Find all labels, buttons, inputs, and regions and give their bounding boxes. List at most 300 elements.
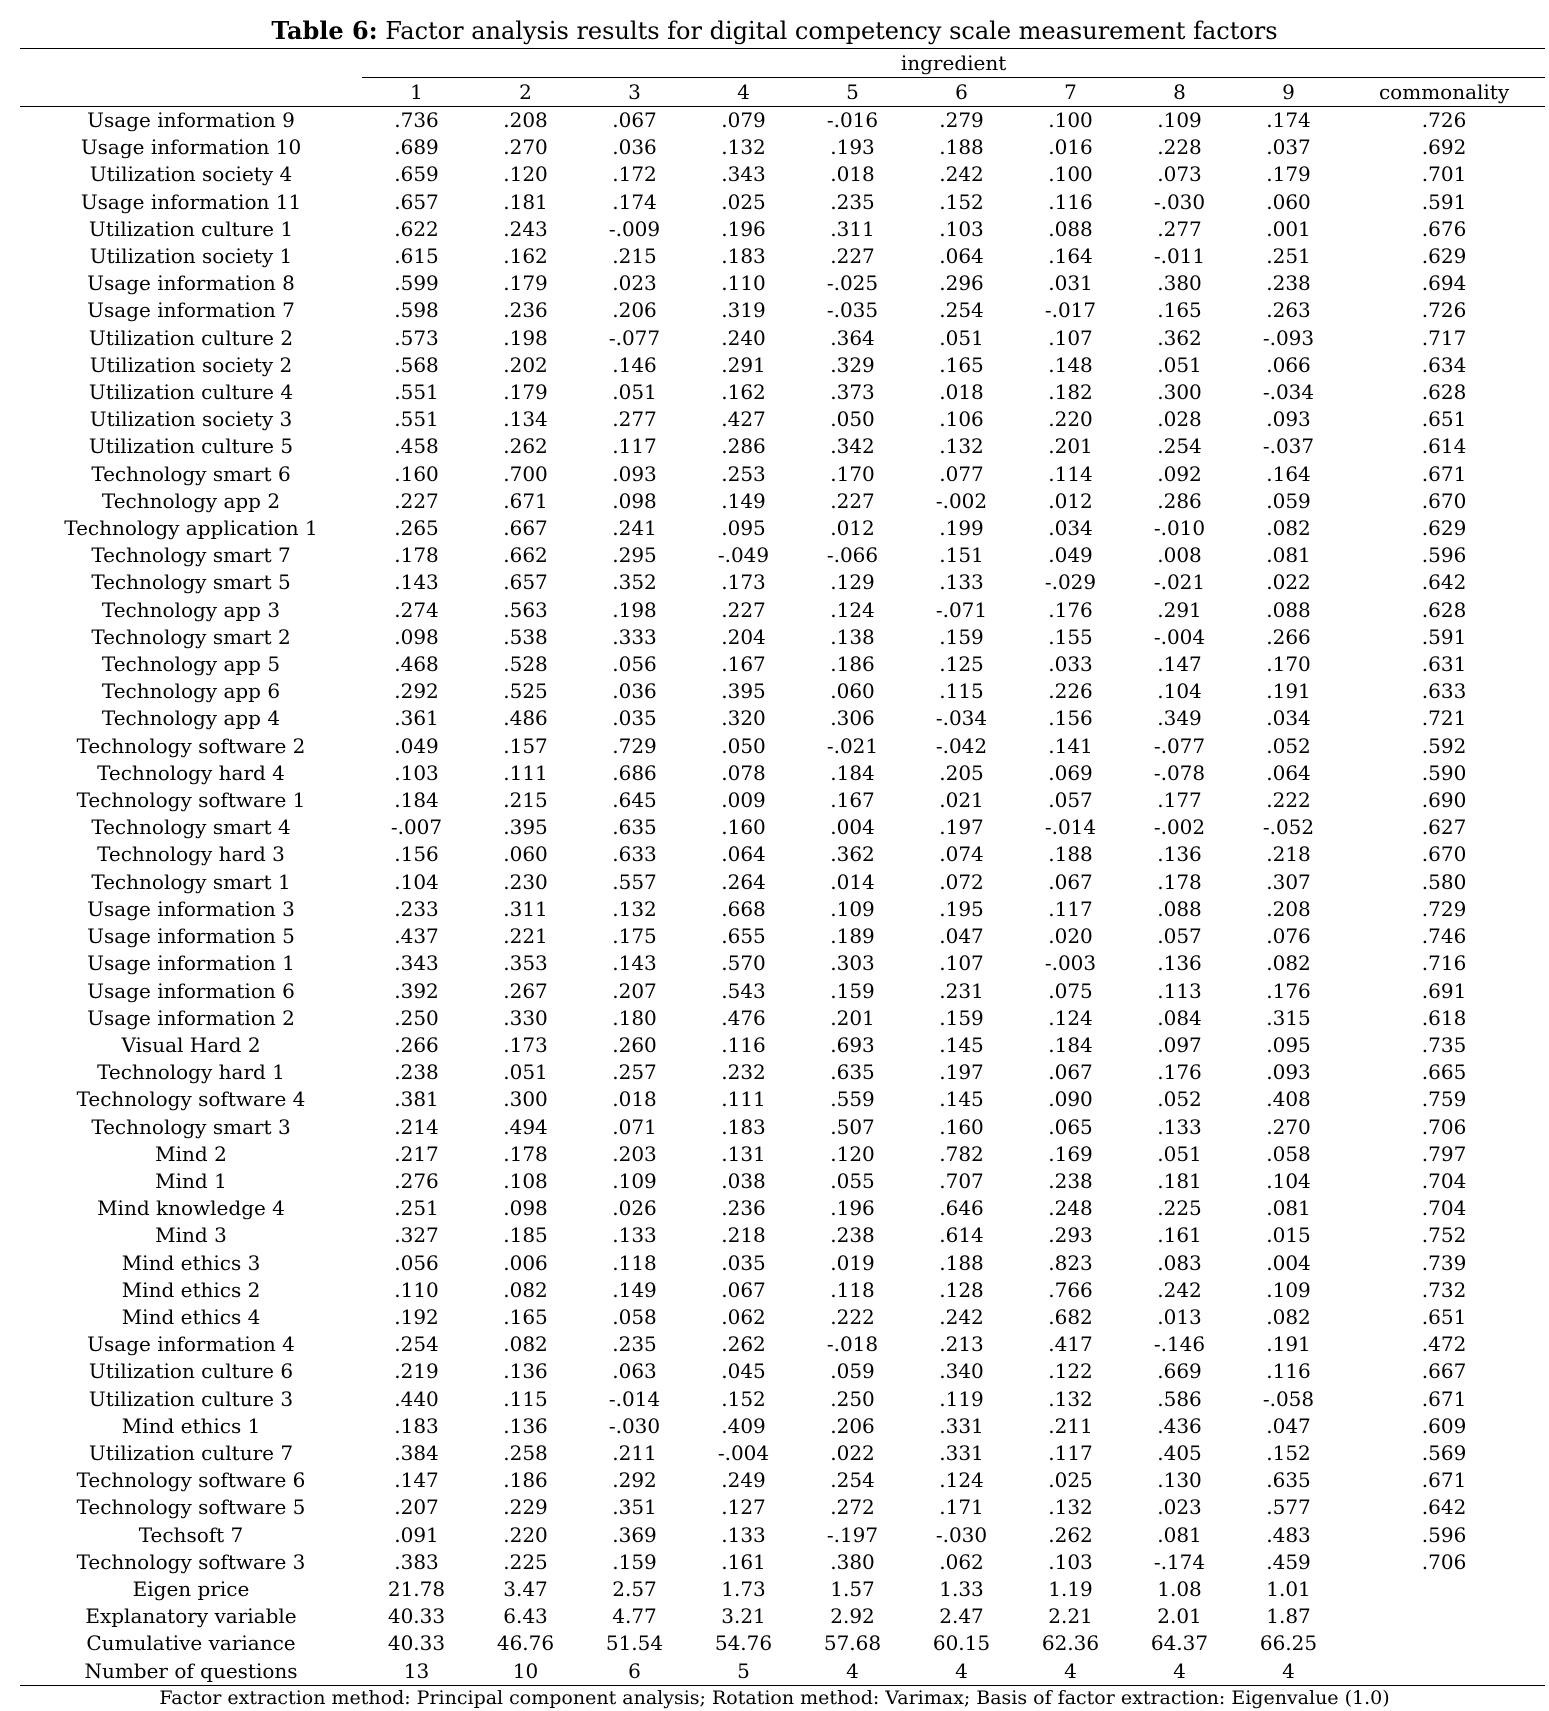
loading-cell: .045 [721, 1359, 766, 1384]
loading-cell: .129 [830, 570, 875, 595]
loading-cell: .235 [612, 1332, 657, 1357]
loading-cell: .525 [503, 679, 548, 704]
loading-cell: .013 [1157, 1304, 1202, 1329]
loading-cell: .136 [503, 1359, 548, 1384]
loading-cell: 4 [1064, 1658, 1077, 1683]
row-label: Mind knowledge 4 [97, 1196, 285, 1221]
row-label: Visual Hard 2 [121, 1032, 261, 1057]
row-label: Usage information 1 [87, 951, 295, 976]
loading-cell: .110 [721, 271, 766, 296]
loading-cell: -.030 [935, 1522, 988, 1547]
loading-cell: .133 [612, 1223, 657, 1248]
loading-cell: .127 [721, 1495, 766, 1520]
table-row [20, 869, 1545, 896]
loading-cell: .229 [503, 1495, 548, 1520]
loading-cell: .195 [939, 896, 984, 921]
loading-cell: .165 [1157, 298, 1202, 323]
loading-cell: .266 [1266, 624, 1311, 649]
loading-cell: .093 [1266, 1060, 1311, 1085]
loading-cell: .036 [612, 679, 657, 704]
loading-cell: .217 [394, 1141, 439, 1166]
loading-cell: .395 [503, 815, 548, 840]
loading-cell: .103 [1048, 1549, 1093, 1574]
loading-cell: .051 [1157, 1141, 1202, 1166]
loading-cell: .265 [394, 516, 439, 541]
loading-cell: 1.19 [1048, 1576, 1093, 1601]
loading-cell: .361 [394, 706, 439, 731]
loading-cell: 3.21 [721, 1604, 766, 1629]
loading-cell: .174 [612, 189, 657, 214]
table-row [20, 515, 1545, 542]
row-label: Usage information 10 [80, 135, 302, 160]
table-row [20, 216, 1545, 243]
loading-cell: .109 [1266, 1277, 1311, 1302]
loading-cell: .035 [612, 706, 657, 731]
loading-cell: .064 [939, 244, 984, 269]
loading-cell: .381 [394, 1087, 439, 1112]
loading-cell: .238 [1266, 271, 1311, 296]
loading-cell: .646 [939, 1196, 984, 1221]
loading-cell: .025 [721, 189, 766, 214]
table-row [20, 542, 1545, 569]
table-row [20, 1141, 1545, 1168]
loading-cell: .020 [1048, 924, 1093, 949]
table-row [20, 1195, 1545, 1222]
loading-cell: .238 [830, 1223, 875, 1248]
loading-cell: .143 [612, 951, 657, 976]
loading-cell: .373 [830, 380, 875, 405]
table-row [20, 1658, 1545, 1686]
loading-cell: .120 [503, 162, 548, 187]
loading-cell: .113 [1157, 978, 1202, 1003]
loading-cell: .170 [1266, 652, 1311, 677]
loading-cell: .206 [830, 1413, 875, 1438]
loading-cell: .180 [612, 1005, 657, 1030]
commonality-cell [1343, 1603, 1545, 1630]
loading-cell: 1.57 [830, 1576, 875, 1601]
loading-cell: .035 [721, 1250, 766, 1275]
loading-cell: .178 [1157, 869, 1202, 894]
loading-cell: .437 [394, 924, 439, 949]
loading-cell: .114 [1048, 461, 1093, 486]
loading-cell: .333 [612, 624, 657, 649]
loading-cell: .392 [394, 978, 439, 1003]
loading-cell: .657 [503, 570, 548, 595]
table-row [20, 1386, 1545, 1413]
loading-cell: .230 [503, 869, 548, 894]
row-label: Technology app 5 [101, 652, 281, 677]
loading-cell: .222 [1266, 788, 1311, 813]
loading-cell: .635 [1266, 1468, 1311, 1493]
loading-cell: .018 [939, 380, 984, 405]
loading-cell: .151 [939, 543, 984, 568]
row-label: Usage information 3 [87, 896, 295, 921]
loading-cell: .219 [394, 1359, 439, 1384]
loading-cell: .586 [1157, 1386, 1202, 1411]
loading-cell: .303 [830, 951, 875, 976]
loading-cell: .184 [830, 760, 875, 785]
loading-cell: .693 [830, 1032, 875, 1057]
loading-cell: .117 [612, 434, 657, 459]
loading-cell: .067 [612, 108, 657, 132]
table-row [20, 1331, 1545, 1358]
ingredient-header: ingredient [362, 49, 1545, 78]
loading-cell: .353 [503, 951, 548, 976]
loading-cell: .306 [830, 706, 875, 731]
table-row [20, 733, 1545, 760]
loading-cell: .051 [612, 380, 657, 405]
loading-cell: .145 [939, 1087, 984, 1112]
row-label: Utilization culture 5 [88, 434, 294, 459]
loading-cell: .184 [1048, 1032, 1093, 1057]
loading-cell: .156 [394, 842, 439, 867]
loading-cell: -.078 [1153, 760, 1206, 785]
loading-cell: .468 [394, 652, 439, 677]
loading-cell: .181 [503, 189, 548, 214]
loading-cell: .081 [1157, 1522, 1202, 1547]
commonality-cell: .704 [1421, 1168, 1467, 1193]
loading-cell: -.014 [1044, 815, 1097, 840]
loading-cell: .178 [503, 1141, 548, 1166]
loading-cell: 4 [1173, 1658, 1186, 1683]
row-label: Technology app 3 [101, 597, 281, 622]
table-row [20, 760, 1545, 787]
loading-cell: .179 [1266, 162, 1311, 187]
loading-cell: 6 [628, 1658, 641, 1683]
loading-cell: .270 [1266, 1114, 1311, 1139]
loading-cell: .124 [939, 1468, 984, 1493]
column-header: commonality [1378, 80, 1510, 104]
table-row [20, 1413, 1545, 1440]
row-label: Technology smart 2 [91, 624, 291, 649]
loading-cell: .059 [1266, 488, 1311, 513]
loading-cell: .254 [394, 1332, 439, 1357]
loading-cell: .573 [394, 325, 439, 350]
loading-cell: .494 [503, 1114, 548, 1139]
loading-cell: .300 [503, 1087, 548, 1112]
table-row [20, 352, 1545, 379]
loading-cell: .362 [1157, 325, 1202, 350]
commonality-cell: .642 [1421, 1495, 1467, 1520]
loading-cell: .132 [1048, 1386, 1093, 1411]
loading-cell: 4 [1282, 1658, 1295, 1683]
commonality-cell: .746 [1421, 924, 1467, 949]
loading-cell: 2.57 [612, 1576, 657, 1601]
loading-cell: .300 [1157, 380, 1202, 405]
commonality-cell: .721 [1421, 706, 1467, 731]
commonality-cell: .590 [1421, 760, 1467, 785]
loading-cell: .016 [1048, 135, 1093, 160]
loading-cell: .064 [1266, 760, 1311, 785]
loading-cell: .106 [939, 407, 984, 432]
loading-cell: .069 [1048, 760, 1093, 785]
loading-cell: .362 [830, 842, 875, 867]
loading-cell: -.014 [608, 1386, 661, 1411]
loading-cell: .257 [612, 1060, 657, 1085]
loading-cell: .083 [1157, 1250, 1202, 1275]
loading-cell: .047 [1266, 1413, 1311, 1438]
loading-cell: .015 [1266, 1223, 1311, 1248]
loading-cell: .211 [1048, 1413, 1093, 1438]
loading-cell: 57.68 [823, 1631, 882, 1656]
loading-cell: .538 [503, 624, 548, 649]
loading-cell: .295 [612, 543, 657, 568]
row-label: Usage information 11 [80, 189, 302, 214]
loading-cell: .668 [721, 896, 766, 921]
loading-cell: .133 [939, 570, 984, 595]
table-row [20, 1603, 1545, 1630]
loading-cell: .155 [1048, 624, 1093, 649]
loading-cell: .251 [394, 1196, 439, 1221]
column-header: 8 [1173, 80, 1186, 104]
loading-cell: .662 [503, 543, 548, 568]
loading-cell: -.077 [608, 325, 661, 350]
loading-cell: 10 [512, 1658, 539, 1683]
commonality-cell: .628 [1421, 380, 1467, 405]
loading-cell: .659 [394, 162, 439, 187]
commonality-cell: .694 [1421, 271, 1467, 296]
loading-cell: .184 [394, 788, 439, 813]
loading-cell: .570 [721, 951, 766, 976]
column-header: 1 [410, 80, 423, 104]
loading-cell: .179 [503, 380, 548, 405]
commonality-cell: .732 [1421, 1277, 1467, 1302]
loading-cell: .170 [830, 461, 875, 486]
loading-cell: -.007 [390, 815, 443, 840]
table-row [20, 1358, 1545, 1385]
column-header: 9 [1282, 80, 1295, 104]
loading-cell: .196 [721, 216, 766, 241]
loading-cell: .343 [721, 162, 766, 187]
loading-cell: .286 [1157, 488, 1202, 513]
commonality-cell: .690 [1421, 788, 1467, 813]
row-label: Usage information 5 [87, 924, 295, 949]
loading-cell: .050 [721, 733, 766, 758]
loading-cell: .161 [721, 1549, 766, 1574]
loading-cell: -.034 [935, 706, 988, 731]
commonality-cell: .670 [1421, 488, 1467, 513]
loading-cell: .186 [830, 652, 875, 677]
loading-cell: .160 [394, 461, 439, 486]
loading-cell: .136 [503, 1413, 548, 1438]
loading-cell: .352 [612, 570, 657, 595]
loading-cell: -.174 [1153, 1549, 1206, 1574]
loading-cell: .067 [721, 1277, 766, 1302]
loading-cell: .075 [1048, 978, 1093, 1003]
loading-cell: .700 [503, 461, 548, 486]
row-label: Mind 2 [155, 1141, 227, 1166]
loading-cell: .057 [1048, 788, 1093, 813]
loading-cell: .258 [503, 1440, 548, 1465]
table-title [0, 16, 1549, 46]
loading-cell: -.011 [1153, 244, 1206, 269]
loading-cell: .320 [721, 706, 766, 731]
commonality-cell: .717 [1421, 325, 1467, 350]
row-label: Technology software 1 [76, 788, 306, 813]
loading-cell: .082 [503, 1332, 548, 1357]
loading-cell: .551 [394, 380, 439, 405]
loading-cell: .147 [394, 1468, 439, 1493]
loading-cell: 2.21 [1048, 1604, 1093, 1629]
table-footnote: Factor extraction method: Principal component analysis; Rotation method: Varimax; Basis of factor extraction: Eigenvalue (1.0) [159, 1687, 1390, 1709]
table-row [20, 841, 1545, 868]
loading-cell: .191 [1266, 679, 1311, 704]
loading-cell: 1.01 [1266, 1576, 1311, 1601]
loading-cell: .100 [1048, 108, 1093, 132]
commonality-cell: .726 [1421, 298, 1467, 323]
loading-cell: .483 [1266, 1522, 1311, 1547]
row-label: Technology software 4 [76, 1087, 306, 1112]
row-label: Explanatory variable [85, 1604, 297, 1629]
loading-cell: .254 [939, 298, 984, 323]
loading-cell: .563 [503, 597, 548, 622]
loading-cell: .145 [939, 1032, 984, 1057]
commonality-cell: .628 [1421, 597, 1467, 622]
loading-cell: .557 [612, 869, 657, 894]
row-label: Usage information 8 [87, 271, 295, 296]
column-header: 4 [737, 80, 750, 104]
loading-cell: .116 [721, 1032, 766, 1057]
loading-cell: .092 [1157, 461, 1202, 486]
loading-cell: -.009 [608, 216, 661, 241]
loading-cell: .657 [394, 189, 439, 214]
loading-cell: -.077 [1153, 733, 1206, 758]
table-row [20, 896, 1545, 923]
loading-cell: .395 [721, 679, 766, 704]
loading-cell: .065 [1048, 1114, 1093, 1139]
loading-cell: .766 [1048, 1277, 1093, 1302]
loading-cell: .078 [721, 760, 766, 785]
loading-cell: .133 [721, 1522, 766, 1547]
loading-cell: 4.77 [612, 1604, 657, 1629]
loading-cell: .214 [394, 1114, 439, 1139]
loading-cell: .427 [721, 407, 766, 432]
loading-cell: .128 [939, 1277, 984, 1302]
loading-cell: .082 [1266, 1304, 1311, 1329]
commonality-cell: .759 [1421, 1087, 1467, 1112]
loading-cell: .186 [503, 1468, 548, 1493]
loading-cell: .331 [939, 1413, 984, 1438]
loading-cell: .293 [1048, 1223, 1093, 1248]
commonality-cell: .665 [1421, 1060, 1467, 1085]
loading-cell: .254 [1157, 434, 1202, 459]
loading-cell: .136 [1157, 951, 1202, 976]
loading-cell: .279 [939, 108, 984, 132]
loading-cell: .369 [612, 1522, 657, 1547]
loading-cell: .109 [1157, 108, 1202, 132]
row-label: Technology app 4 [101, 706, 281, 731]
loading-cell: .228 [1157, 135, 1202, 160]
loading-cell: .023 [612, 271, 657, 296]
loading-cell: .179 [503, 271, 548, 296]
loading-cell: .031 [1048, 271, 1093, 296]
loading-cell: .185 [503, 1223, 548, 1248]
loading-cell: .311 [830, 216, 875, 241]
loading-cell: .221 [503, 924, 548, 949]
loading-cell: .148 [1048, 352, 1093, 377]
loading-cell: .436 [1157, 1413, 1202, 1438]
row-label: Eigen price [132, 1576, 250, 1601]
table-row [20, 1522, 1545, 1549]
commonality-cell: .591 [1421, 189, 1467, 214]
commonality-cell: .629 [1421, 244, 1467, 269]
loading-cell: .049 [394, 733, 439, 758]
loading-cell: .136 [1157, 842, 1202, 867]
row-label: Techsoft 7 [138, 1522, 244, 1547]
table-row [20, 569, 1545, 596]
table-row [20, 243, 1545, 270]
loading-cell: 51.54 [605, 1631, 664, 1656]
commonality-cell: .704 [1421, 1196, 1467, 1221]
loading-cell: -.010 [1153, 516, 1206, 541]
table-row [20, 1467, 1545, 1494]
loading-cell: .082 [503, 1277, 548, 1302]
loading-cell: .307 [1266, 869, 1311, 894]
loading-cell: .232 [721, 1060, 766, 1085]
row-label: Technology app 6 [101, 679, 281, 704]
loading-cell: .405 [1157, 1440, 1202, 1465]
loading-cell: .191 [1266, 1332, 1311, 1357]
row-label: Utilization culture 7 [88, 1440, 294, 1465]
loading-cell: .364 [830, 325, 875, 350]
commonality-cell: .671 [1421, 1468, 1467, 1493]
loading-cell: .120 [830, 1141, 875, 1166]
loading-cell: .167 [721, 652, 766, 677]
table-row [20, 107, 1545, 135]
loading-cell: .342 [830, 434, 875, 459]
loading-cell: .253 [721, 461, 766, 486]
loading-cell: .133 [1157, 1114, 1202, 1139]
loading-cell: .183 [394, 1413, 439, 1438]
loading-cell: .021 [939, 788, 984, 813]
loading-cell: .197 [939, 1060, 984, 1085]
row-label: Number of questions [84, 1658, 298, 1683]
loading-cell: .207 [612, 978, 657, 1003]
loading-cell: 2.47 [939, 1604, 984, 1629]
loading-cell: .156 [1048, 706, 1093, 731]
loading-cell: .262 [503, 434, 548, 459]
commonality-cell: .797 [1421, 1141, 1467, 1166]
loading-cell: .159 [612, 1549, 657, 1574]
loading-cell: .056 [612, 652, 657, 677]
loading-cell: .104 [1157, 679, 1202, 704]
loading-cell: .205 [939, 760, 984, 785]
row-label: Utilization culture 1 [88, 216, 294, 241]
loading-cell: .331 [939, 1440, 984, 1465]
loading-cell: 1.73 [721, 1576, 766, 1601]
loading-cell: .211 [612, 1440, 657, 1465]
row-label: Usage information 7 [87, 298, 295, 323]
loading-cell: .162 [721, 380, 766, 405]
loading-cell: 2.92 [830, 1604, 875, 1629]
loading-cell: 64.37 [1150, 1631, 1209, 1656]
loading-cell: .057 [1157, 924, 1202, 949]
table-row [20, 1059, 1545, 1086]
commonality-cell: .629 [1421, 516, 1467, 541]
row-label: Utilization culture 4 [88, 380, 294, 405]
row-label: Usage information 2 [87, 1005, 295, 1030]
header-blank-cell [20, 49, 362, 78]
loading-cell: .111 [503, 760, 548, 785]
row-label: Technology smart 6 [91, 461, 291, 486]
table-row [20, 597, 1545, 624]
row-label: Technology software 3 [76, 1549, 306, 1574]
loading-cell: .073 [1157, 162, 1202, 187]
loading-cell: 1.33 [939, 1576, 984, 1601]
commonality-cell: .591 [1421, 624, 1467, 649]
loading-cell: .162 [503, 244, 548, 269]
loading-cell: .417 [1048, 1332, 1093, 1357]
